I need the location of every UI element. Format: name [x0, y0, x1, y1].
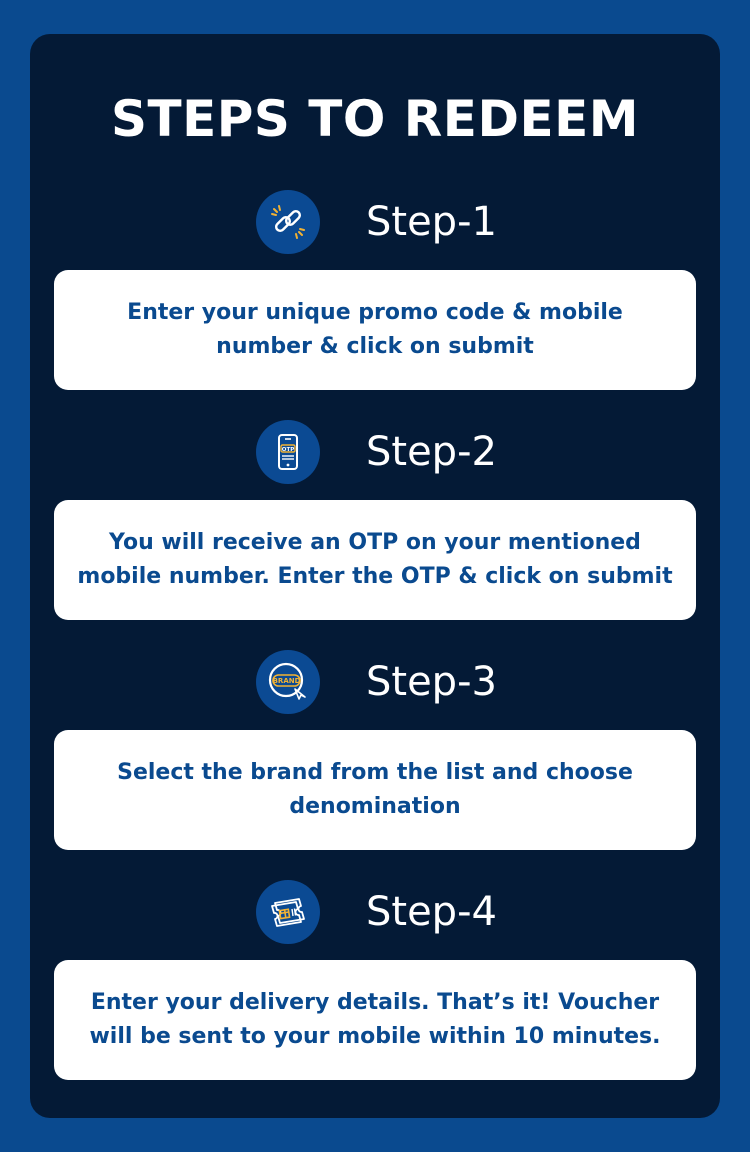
- step-4-header: [0, 880, 750, 946]
- step-3-text: Select the brand from the list and choose denomination: [117, 760, 633, 819]
- step-3-header: [0, 650, 750, 716]
- otp-phone-icon: [256, 420, 320, 484]
- step-3-card: [54, 730, 696, 850]
- step-1-card: [54, 270, 696, 390]
- step-4-card: [54, 960, 696, 1080]
- step-2-card: [54, 500, 696, 620]
- step-2-text: You will receive an OTP on your mentioned mobile number. Enter the OTP & click on submit: [77, 530, 673, 589]
- svg-text:BRAND: BRAND: [272, 677, 301, 686]
- gift-voucher-icon: [256, 880, 320, 944]
- step-2-label: Step-2: [366, 429, 497, 475]
- page-title: STEPS TO REDEEM: [110, 90, 640, 148]
- step-1-text: Enter your unique promo code & mobile number & click on submit: [127, 300, 623, 359]
- step-4-text: Enter your delivery details. That’s it! Voucher will be sent to your mobile within 10 minutes.: [89, 990, 661, 1049]
- step-4-label: Step-4: [366, 889, 497, 935]
- step-2-header: [0, 420, 750, 486]
- step-1-label: Step-1: [366, 199, 497, 245]
- step-1-header: [0, 190, 750, 256]
- link-icon: [256, 190, 320, 254]
- brand-search-icon: [256, 650, 320, 714]
- step-3-label: Step-3: [366, 659, 497, 705]
- svg-text:OTP: OTP: [281, 446, 295, 453]
